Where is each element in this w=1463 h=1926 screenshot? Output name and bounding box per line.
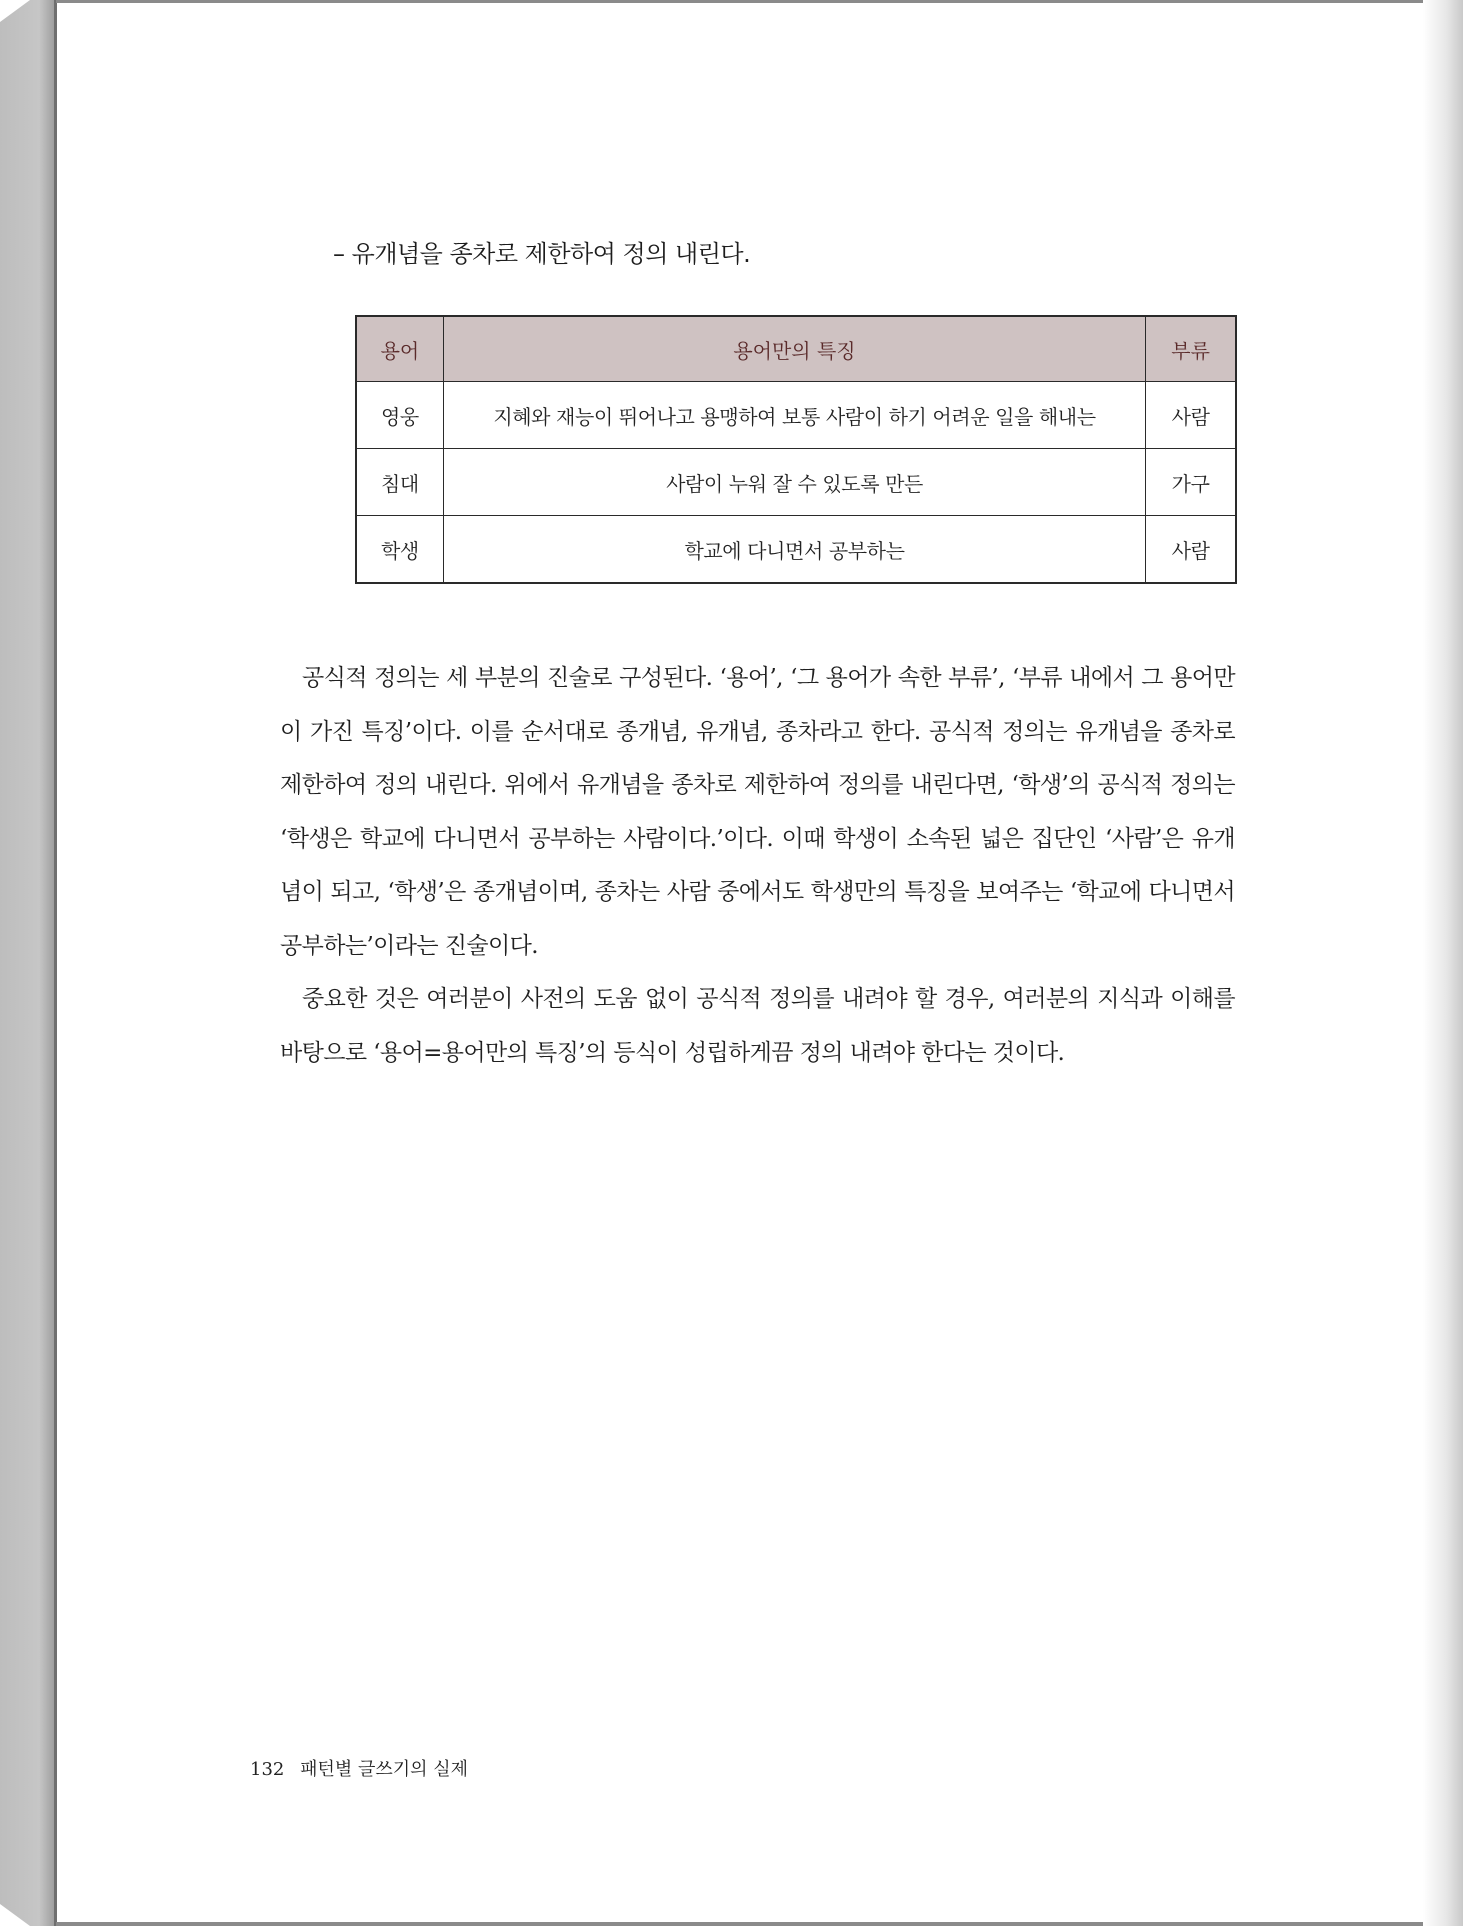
running-title: 패턴별 글쓰기의 실제 <box>300 1759 469 1780</box>
cell-feature: 지혜와 재능이 뛰어나고 용맹하여 보통 사람이 하기 어려운 일을 해내는 <box>443 382 1145 449</box>
page-right-shadow <box>1423 0 1463 1926</box>
section-heading: – 유개념을 종차로 제한하여 정의 내린다. <box>333 240 751 268</box>
cell-genus: 사람 <box>1146 516 1236 584</box>
paragraph: 중요한 것은 여러분이 사전의 도움 없이 공식적 정의를 내려야 할 경우, 여러분의 지식과 이해를 바탕으로 ‘용어=용어만의 특징’의 등식이 성립하게끔 정의 내려야 한다는 것이다. <box>280 986 1235 1066</box>
cell-feature: 사람이 누워 잘 수 있도록 만든 <box>443 449 1145 516</box>
header-term: 용어 <box>356 316 443 382</box>
cell-feature: 학교에 다니면서 공부하는 <box>443 516 1145 584</box>
cell-term: 침대 <box>356 449 443 516</box>
page-footer <box>250 1755 468 1781</box>
spine-corner-bottom <box>0 1904 30 1926</box>
cell-term: 영웅 <box>356 382 443 449</box>
body-text <box>280 652 1235 1080</box>
table-row <box>356 449 1236 516</box>
paragraph: 공식적 정의는 세 부분의 진술로 구성된다. ‘용어’, ‘그 용어가 속한 부류’, ‘부류 내에서 그 용어만이 가진 특징’이다. 이를 순서대로 종개념, 유개념, 종차라고 한다. 공식적 정의는 유개념을 종차로 제한하여 정의 내린다. 위에서 유개념을 종차로 제한하여 정의를 내린다면, ‘학생’의 공식적 정의는 ‘학생은 학교에 다니면서 공부하는 사람이다.’이다. 이때 학생이 소속된 넓은 집단인 ‘사람’은 유개념이 되고, ‘학생’은 종개념이며, 종차는 사람 중에서도 학생만의 특징을 보여주는 ‘학교에 다니면서 공부하는’이라는 진술이다. <box>280 665 1235 959</box>
spine-edge-line <box>54 0 57 1926</box>
spine-corner-top <box>0 0 30 22</box>
book-spine <box>0 0 56 1926</box>
page-number: 132 <box>250 1759 285 1780</box>
header-genus: 부류 <box>1146 316 1236 382</box>
header-feature: 용어만의 특징 <box>443 316 1145 382</box>
page-bottom-border <box>56 1922 1428 1926</box>
definition-table <box>355 315 1237 584</box>
table-row <box>356 382 1236 449</box>
table-header-row <box>356 316 1236 382</box>
cell-term: 학생 <box>356 516 443 584</box>
page-top-border <box>56 0 1428 3</box>
cell-genus: 가구 <box>1146 449 1236 516</box>
table-row <box>356 516 1236 584</box>
cell-genus: 사람 <box>1146 382 1236 449</box>
